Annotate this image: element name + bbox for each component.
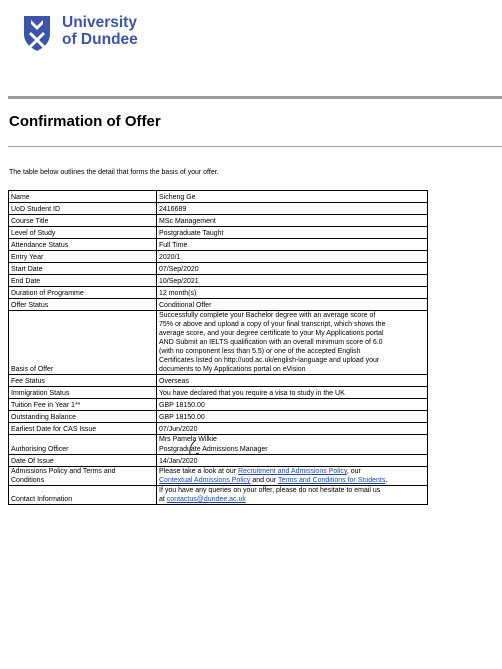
officer-role: Postgraduate Admissions Manager [159,445,268,453]
basis-line: Certificates listed on http://uod.ac.uk/english-language and upload your [159,357,380,364]
basis-line: average score, and your degree certificate to your My Applications portal [159,330,384,337]
row-label: Basis of Offer [9,311,157,375]
table-row [9,251,428,263]
row-label [9,467,157,486]
row-value: 14/Jan/2020 [157,455,428,467]
table-row [9,215,428,227]
basis-line: Successfully complete your Bachelor degree with an average score of [159,312,376,319]
row-value: You have declared that you require a visa to study in the UK [157,387,428,399]
officer-name: Mrs Pamela Wilkie [159,436,217,443]
table-row [9,191,428,203]
policy-label-line: Admissions Policy and Terms and [11,468,116,475]
row-label: Course Title [9,215,157,227]
university-shield-icon [22,14,52,52]
row-value: Sicheng Ge [157,191,428,203]
row-label: Earliest Date for CAS Issue [9,423,157,435]
intro-text: The table below outlines the detail that forms the basis of your offer. [9,169,219,176]
recruitment-admissions-policy-link[interactable]: Recruitment and Admissions Policy [238,468,347,475]
row-value: 2416689 [157,203,428,215]
policy-text-part: Please take a look at our [159,468,238,475]
row-value: GBP 18150.00 [157,411,428,423]
policy-text-part: . [385,477,388,484]
row-label: Start Date [9,263,157,275]
page-title: Confirmation of Offer [9,113,161,130]
signature-image [173,435,293,455]
logo-wordmark [62,14,138,48]
row-value: Full Time [157,239,428,251]
row-label: Immigration Status [9,387,157,399]
policy-line-1 [159,467,425,476]
table-row [9,399,428,411]
row-label: End Date [9,275,157,287]
contact-text-part: at [159,496,167,503]
contact-line-1: If you have any queries on your offer, please do not hesitate to email us [159,487,381,494]
policy-text-part: , our [346,468,361,475]
row-label: Tuition Fee in Year 1** [9,399,157,411]
logo-line-2: of Dundee [62,31,138,48]
row-value: 12 month(s) [157,287,428,299]
row-value: Overseas [157,375,428,387]
table-row [9,227,428,239]
table-row [9,299,428,311]
table-row [9,287,428,299]
table-row [9,263,428,275]
terms-conditions-link[interactable]: Terms and Conditions for Students [277,477,386,484]
policy-line-2 [159,476,425,485]
row-value: MSc Management [157,215,428,227]
contact-line-2 [159,495,425,504]
row-label: Duration of Programme [9,287,157,299]
table-row [9,387,428,399]
row-value: Postgraduate Taught [157,227,428,239]
table-row [9,375,428,387]
row-label: Outstanding Balance [9,411,157,423]
authorising-officer-cell [157,435,428,455]
title-divider [8,146,502,147]
logo-line-1: University [62,14,137,31]
contact-text [157,486,428,505]
row-label: Contact Information [9,486,157,505]
row-label: Fee Status [9,375,157,387]
policy-label-line: Conditions [11,477,45,484]
row-value: 07/Jun/2020 [157,423,428,435]
offer-table [8,190,428,505]
table-row [9,467,428,486]
table-row [9,455,428,467]
row-label: Attendance Status [9,239,157,251]
table-row [9,486,428,505]
table-row [9,203,428,215]
table-row [9,275,428,287]
row-label: Offer Status [9,299,157,311]
contextual-admissions-policy-link[interactable]: Contextual Admissions Policy [159,477,251,484]
row-label: Level of Study [9,227,157,239]
policy-text [157,467,428,486]
contact-email-link[interactable]: contactus@dundee.ac.uk [166,496,246,503]
basis-line: AND Submit an IELTS qualification with an overall minimum score of 6.0 [159,339,383,346]
table-row [9,411,428,423]
policy-text-part: and our [250,477,278,484]
row-label: Authorising Officer [9,435,157,455]
basis-line: 75% or above and upload a copy of your final transcript, which shows the [159,321,386,328]
row-value: Conditional Offer [157,299,428,311]
row-label: Name [9,191,157,203]
table-row [9,423,428,435]
basis-of-offer-text [157,311,428,375]
row-value: 2020/1 [157,251,428,263]
table-row [9,435,428,455]
basis-line: (with no component less than 5.5) or one of the accepted English [159,348,361,355]
row-label: UoD Student ID [9,203,157,215]
row-value: 10/Sep/2021 [157,275,428,287]
row-value: GBP 18150.00 [157,399,428,411]
row-label: Entry Year [9,251,157,263]
header-divider [8,96,502,99]
basis-line: documents to My Applications portal on eVision [159,366,306,373]
table-row [9,239,428,251]
row-label: Date Of Issue [9,455,157,467]
table-row [9,311,428,375]
row-value: 07/Sep/2020 [157,263,428,275]
university-logo [22,12,152,56]
